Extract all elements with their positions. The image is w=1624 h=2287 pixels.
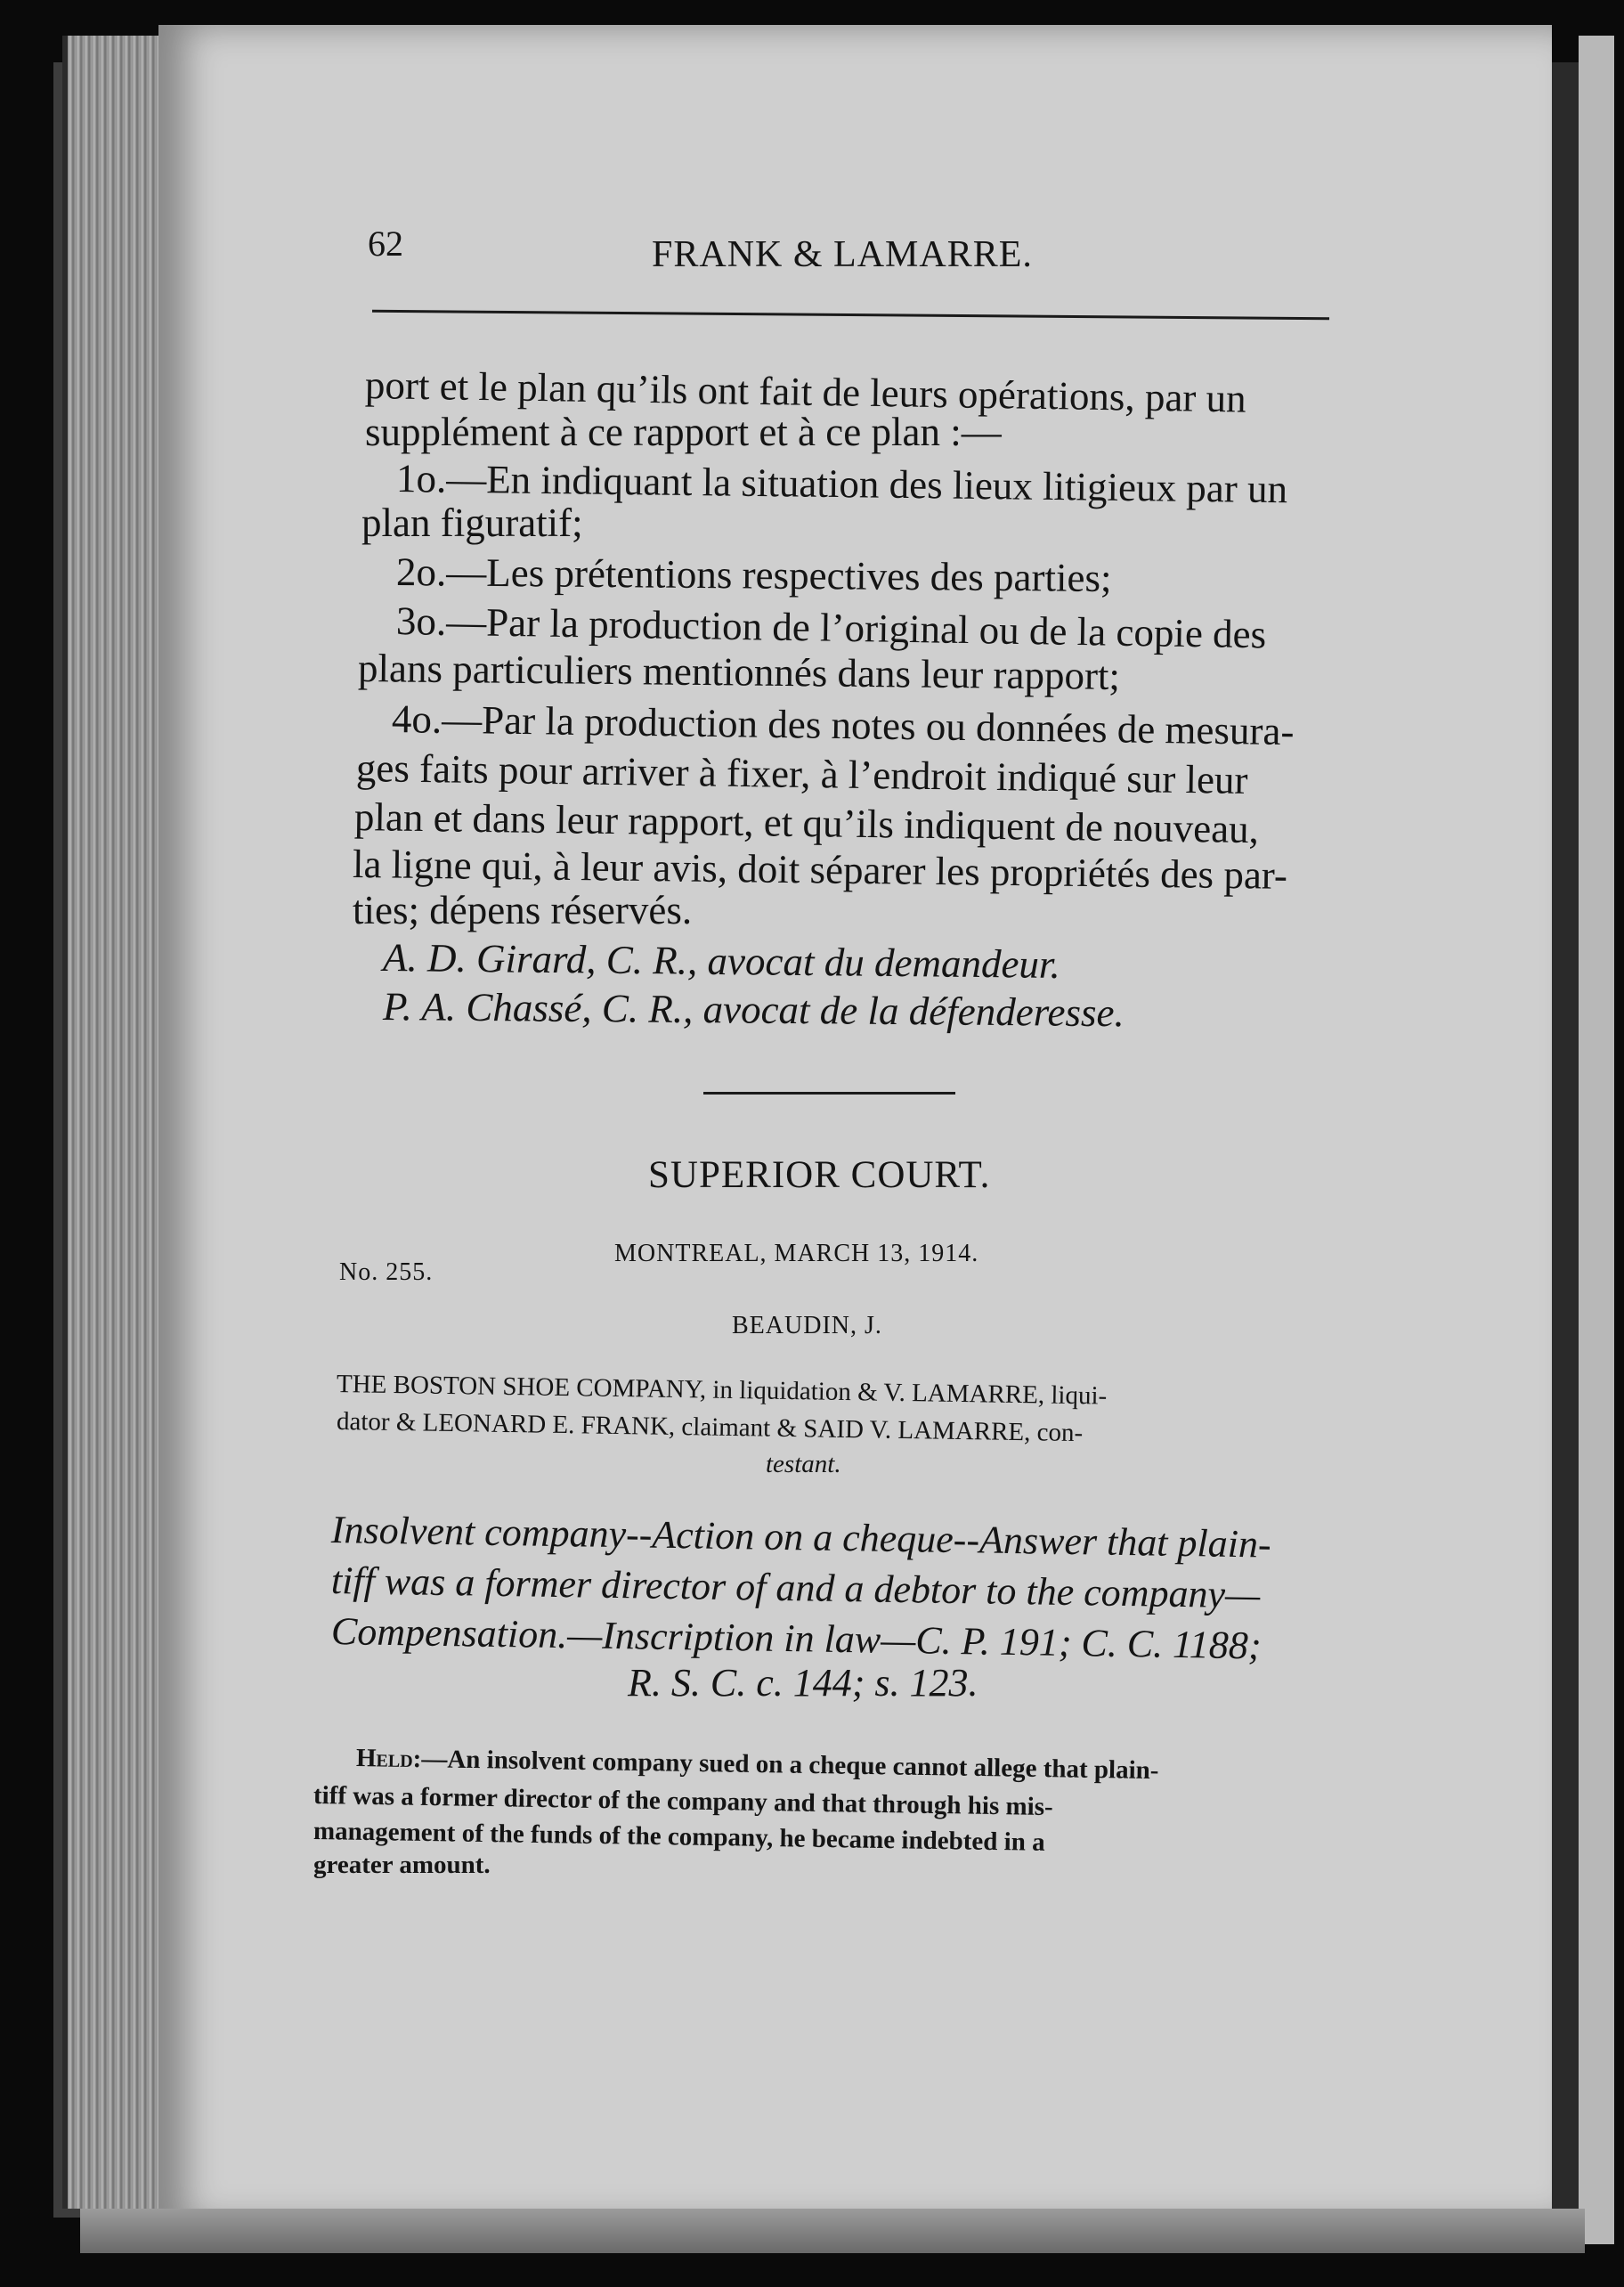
text-line: plan et dans leur rapport, et qu’ils indiquent de nouveau,: [353, 794, 1260, 852]
text-line: 4o.—Par la production des notes ou données de mesura-: [391, 696, 1295, 754]
page-sheet: [158, 25, 1552, 2223]
headnote-line: Compensation.—Inscription in law—C. P. 191; C. C. 1188;: [330, 1609, 1262, 1668]
gutter-shadow: [1552, 62, 1579, 2235]
text-line: port et le plan qu’ils ont fait de leurs opérations, par un: [364, 362, 1247, 421]
headnote-line: R. S. C. c. 144; s. 123.: [628, 1661, 978, 1705]
text-line: 3o.—Par la production de l’original ou de la copie des: [395, 598, 1267, 657]
judge-name: BEAUDIN, J.: [732, 1312, 882, 1339]
court-title: SUPERIOR COURT.: [648, 1154, 991, 1196]
text-line: 2o.—Les prétentions respectives des parties;: [395, 549, 1112, 601]
text-line: ties; dépens réservés.: [353, 888, 693, 932]
text-line: 1o.—En indiquant la situation des lieux litigieux par un: [395, 456, 1288, 512]
parties-line: dator & LEONARD E. FRANK, claimant & SAID V. LAMARRE, con-: [336, 1407, 1084, 1448]
page-number: 62: [368, 224, 403, 264]
text-line: plan figuratif;: [361, 501, 583, 545]
running-title: FRANK & LAMARRE.: [652, 234, 1033, 275]
section-divider: [703, 1092, 955, 1095]
signature-line: P. A. Chassé, C. R., avocat de la défenderesse.: [382, 984, 1125, 1036]
held-line: tiff was a former director of the company and that through his mis-: [313, 1781, 1053, 1822]
held-text: :—An insolvent company sued on a cheque cannot allege that plain-: [412, 1745, 1159, 1786]
book-bottom-edge: [80, 2209, 1585, 2253]
headnote-line: tiff was a former director of and a debtor to the company—: [330, 1559, 1261, 1617]
facing-page-edge: [1579, 36, 1614, 2244]
held-line: management of the funds of the company, he became indebted in a: [313, 1817, 1045, 1857]
held-label: Held: [355, 1744, 413, 1773]
text-line: supplément à ce rapport et à ce plan :—: [365, 410, 1002, 454]
case-number: No. 255.: [339, 1258, 434, 1286]
parties-line: THE BOSTON SHOE COMPANY, in liquidation & V. LAMARRE, liqui-: [336, 1370, 1108, 1411]
text-line: ges faits pour arriver à fixer, à l’endroit indiqué sur leur: [355, 745, 1248, 802]
place-date: MONTREAL, MARCH 13, 1914.: [614, 1240, 979, 1267]
signature-line: A. D. Girard, C. R., avocat du demandeur.: [382, 935, 1060, 987]
parties-line: testant.: [766, 1450, 841, 1478]
held-line: greater amount.: [313, 1851, 491, 1879]
text-line: la ligne qui, à leur avis, doit séparer les propriétés des par-: [352, 842, 1288, 898]
text-line: plans particuliers mentionnés dans leur rapport;: [357, 646, 1121, 698]
headnote-line: Insolvent company--Action on a cheque--Answer that plain-: [330, 1508, 1271, 1567]
